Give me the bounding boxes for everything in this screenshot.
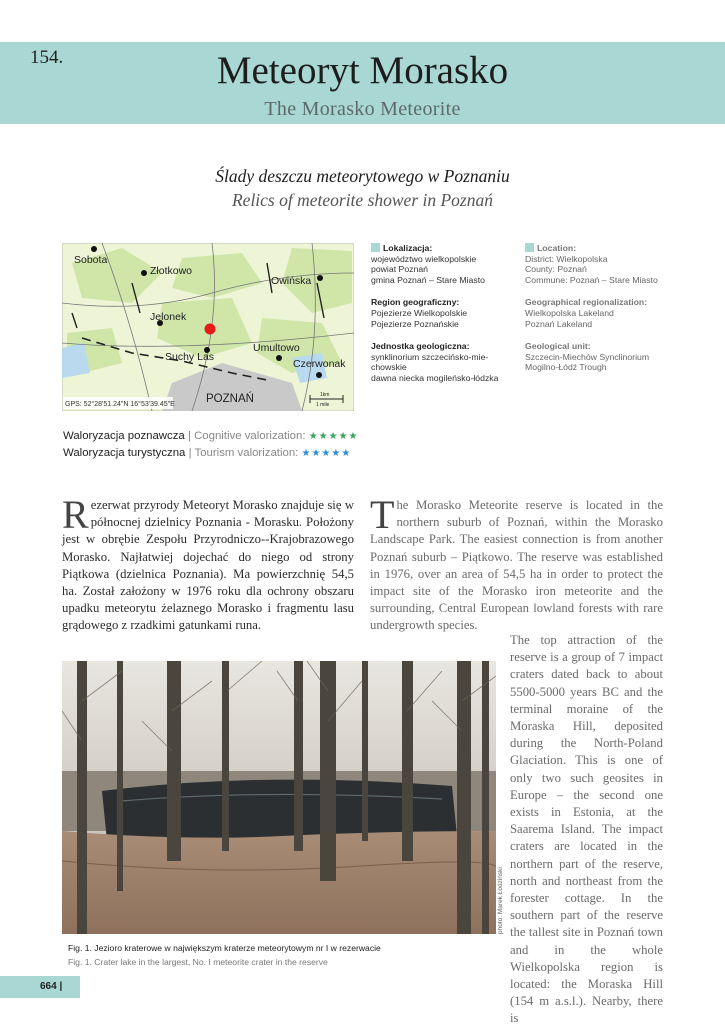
map-dot-zlotkowo (141, 270, 147, 276)
tourism-stars-icon: ★★★★★ (301, 448, 352, 459)
text-en-body1: he Morasko Meteorite reserve is located in the northern suburb of Poznań, within the Morasko Landscape Park. The easiest connection is from another Poznań suburb – Piątkowo. The reserve was established in 1976, over an area of 54,5 ha in order to protect the impact site of the Morasko iron meteorite and the surrounding, Central European lowland forests with rare undergrowth species. (370, 498, 663, 633)
region-heading-pl: Region geograficzny: (371, 297, 460, 308)
map-label-zlotkowo: Złotkowo (150, 265, 193, 277)
info-square-icon (525, 243, 534, 252)
map-label-jelonek: Jelonek (150, 311, 187, 323)
figure-caption-en: Fig. 1. Crater lake in the largest, No. I meteorite crater in the reserve (68, 957, 328, 967)
map-label-umultowo: Umultowo (253, 342, 300, 354)
info-block-en (525, 243, 685, 373)
drop-cap-en: T (370, 492, 395, 537)
text-en-part2: The top attraction of the reserve is a group of 7 impact craters dated back to about 5500-5000 years BC and the terminal moraine of the Moraska Hill, deposited during the North-Poland Glaciation. This is one of only two such geosites in Europe – the second one exists in Estonia, at the Saarema Island. The impact craters are located in the northern part of the reserve, north and northeast from the forester cottage. In the southern part of the reserve the tallest site in Poznań town and in the whole Wielkopolska region is located: the Moraska Hill (154 m a.s.l.). Nearby, there is (510, 633, 663, 1026)
location-line-pl: powiat Poznań (371, 264, 428, 275)
map-label-czerwonak: Czerwonak (293, 358, 346, 370)
page-subtitle: The Morasko Meteorite (264, 98, 461, 120)
svg-text:1 mile: 1 mile (316, 402, 330, 408)
map-dot-umultowo (276, 355, 282, 361)
site-number: 154. (30, 47, 64, 68)
text-en-part1 (370, 492, 663, 635)
geo-line-pl: dawna niecka mogileńsko-łódzka (371, 372, 499, 383)
map-dot-owinska (317, 275, 323, 281)
page-title: Meteoryt Morasko (216, 49, 509, 92)
geo-line-en: Mogilno-Łódź Trough (525, 362, 607, 373)
location-heading-en: Location: (537, 243, 577, 253)
geo-line-pl: synklinorium szczecińsko-mie- (371, 351, 489, 362)
cognitive-valorization: Waloryzacja poznawcza | Cognitive valorization: ★★★★★ (63, 430, 359, 442)
map-label-suchy-las: Suchy Las (165, 351, 215, 363)
text-pl-body: ezerwat przyrody Meteoryt Morasko znajduje się w północnej dzielnicy Poznania - Morasku. Położony jest w obrębie Zespołu Przyrodniczo--Krajobrazowego Morasko. Najłatwiej dojechać do niego od strony Piątkowa (dzielnica Poznania). Ma powierzchnię 54,5 ha. Został założony w 1976 roku dla ochrony obszaru upadku meteorytu żelaznego Morasko i fragmentu lasu grądowego z rzadkimi gatunkami runa. (62, 498, 354, 633)
drop-cap-pl: R (62, 492, 89, 537)
crater-lake-photo (62, 661, 496, 934)
map-label-owinska: Owińska (271, 275, 312, 287)
info-square-icon (371, 243, 380, 252)
location-line-en: District: Wielkopolska (525, 253, 608, 264)
geo-line-en: Szczecin-Miechów Synclinorium (525, 351, 650, 362)
region-line-en: Wielkopolska Lakeland (525, 307, 614, 318)
location-heading-pl: Lokalizacja: (383, 243, 433, 253)
region-line-en: Poznań Lakeland (525, 318, 593, 329)
region-heading-en: Geographical regionalization: (525, 297, 648, 308)
heading-pl: Ślady deszczu meteorytowego w Poznaniu (215, 166, 510, 186)
geo-heading-pl: Jednostka geologiczna: (371, 341, 470, 352)
region-line-pl: Pojezierze Wielkopolskie (371, 307, 468, 318)
heading-en: Relics of meteorite shower in Poznań (231, 190, 493, 210)
map-dot-sobota (91, 246, 97, 252)
svg-text:1km: 1km (320, 392, 330, 398)
cognitive-stars-icon: ★★★★★ (308, 431, 359, 442)
map-gps: GPS: 52°28'51.24"N 16°53'39.45"E (65, 401, 175, 408)
tourism-valorization: Waloryzacja turystyczna | Tourism valorization: ★★★★★ (63, 447, 352, 459)
region-line-pl: Pojezierze Poznańskie (371, 318, 459, 329)
map-dot-czerwonak (316, 372, 322, 378)
location-line-en: Commune: Poznań – Stare Miasto (525, 274, 658, 285)
page-number-tab (0, 976, 80, 998)
figure-caption-pl: Fig. 1. Jezioro kraterowe w największym kraterze meteorytowym nr I w rezerwacie (68, 943, 381, 953)
map-site-marker (205, 324, 216, 335)
location-map (62, 243, 354, 411)
text-pl (62, 492, 354, 635)
geo-heading-en: Geological unit: (525, 341, 591, 352)
map-label-poznan: POZNAŃ (206, 393, 254, 405)
info-block-pl (371, 243, 511, 384)
photo-credit: photo: Marek Łodziński (497, 867, 504, 934)
location-line-en: County: Poznań (525, 264, 587, 275)
location-line-pl: gmina Poznań – Stare Miasto (371, 274, 485, 285)
location-line-pl: województwo wielkopolskie (371, 253, 477, 264)
page-number: 664 | (40, 981, 63, 992)
geo-line-pl: chowskie (371, 362, 407, 373)
map-label-sobota: Sobota (74, 254, 108, 266)
